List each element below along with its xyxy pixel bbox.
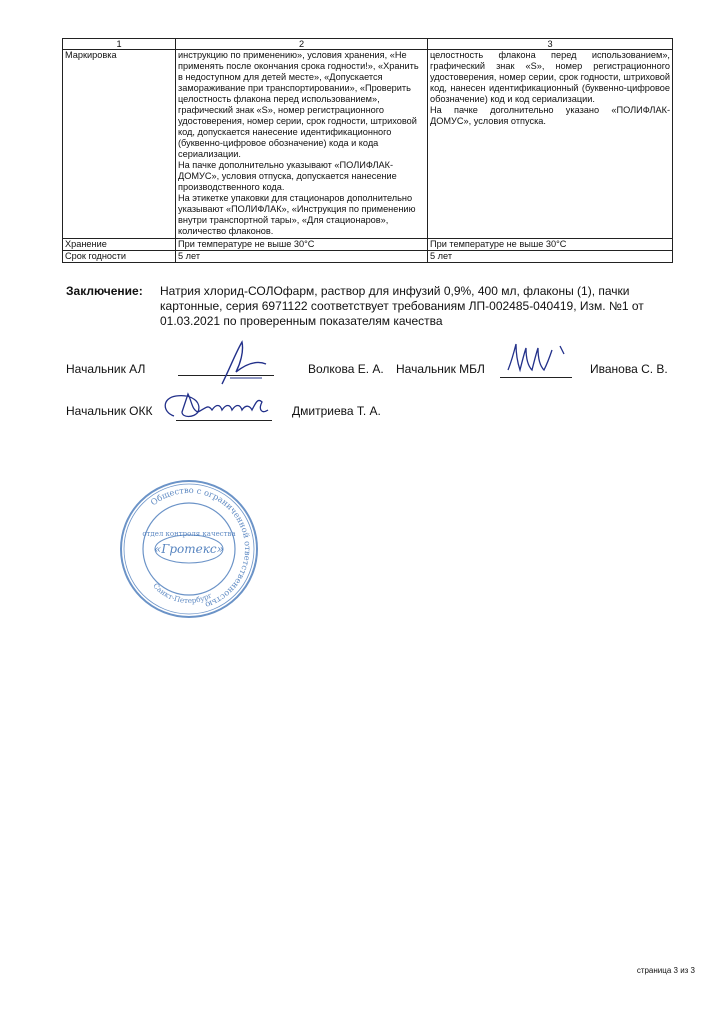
row-name-shelf-life: Срок годности: [63, 251, 176, 263]
table-header-row: [63, 39, 673, 50]
shelf-life-spec-cell: 5 лет: [176, 251, 428, 263]
table-header-cell: 3: [428, 39, 673, 50]
marking-result-text: На пачке доголнительно указано «ПОЛИФЛАК-ДОМУС», условия отпуска.: [430, 105, 670, 126]
signer-title-mbl: Начальник МБЛ: [396, 362, 485, 376]
company-stamp: [118, 478, 260, 620]
table-row: [63, 251, 673, 263]
conclusion-text: Натрия хлорид-СОЛОфарм, раствор для инфузий 0,9%, 400 мл, флаконы (1), пачки картонные, серия 6971122 соответствует требованиям ЛП-002485-040419, Изм. №1 от 01.03.2021 по проверенным показателям качества: [160, 284, 644, 328]
table-header-cell: 1: [63, 39, 176, 50]
shelf-life-result-cell: 5 лет: [428, 251, 673, 263]
marking-spec-text: На пачке дополнительно указывают «ПОЛИФЛАК-ДОМУС», условия отпуска, допускается нанесение производственного кода.: [178, 160, 397, 192]
marking-spec-cell: [176, 50, 428, 239]
table-header-cell: 2: [176, 39, 428, 50]
marking-spec-text: инструкцию по применению», условия хранения, «Не применять после окончания срока годности!», «Хранить в недоступном для детей месте», «Допускается замораживание при транспортировании», «Проверить целостность флакона перед использованием», графический знак «S», номер регистрационного удостоверения, номер серии, срок годности, штриховой код, допускается нанесение идентификационного (буквенно-цифровое обозначение) кода и кода сериализации.: [178, 50, 419, 159]
table-row: [63, 239, 673, 251]
storage-spec-cell: При температуре не выше 30°С: [176, 239, 428, 251]
spec-table: [62, 38, 673, 263]
storage-result-cell: При температуре не выше 30°С: [428, 239, 673, 251]
marking-spec-text: На этикетке упаковки для стационаров дополнительно указывают «ПОЛИФЛАК», «Инструкция по применению внутри транспортной тары», «Для стационаров», количество флаконов.: [178, 193, 416, 236]
marking-result-text: целостность флакона перед использованием», графический знак «S», номер регистрационного удостоверения, номер серии, срок годности, штриховой код, нанесен идентификационный (буквенно-цифровое обозначение) код и код сериализации.: [430, 50, 670, 104]
marking-result-cell: [428, 50, 673, 239]
row-name-storage: Хранение: [63, 239, 176, 251]
table-row: [63, 50, 673, 239]
signature-okk: [158, 388, 290, 424]
row-name-marking: Маркировка: [63, 50, 176, 239]
signature-mbl: [504, 340, 574, 380]
signer-name-mbl: Иванова С. В.: [590, 362, 668, 376]
svg-text:«Гротекс»: «Гротекс»: [154, 542, 224, 556]
svg-text:отдел контроля качества: отдел контроля качества: [142, 530, 236, 538]
signer-title-al: Начальник АЛ: [66, 362, 146, 376]
signer-name-okk: Дмитриева Т. А.: [292, 404, 381, 418]
svg-text:Общество с ограниченной ответс: Общество с ограниченной ответственностью: [148, 484, 254, 611]
conclusion-label: Заключение:: [66, 284, 143, 298]
page-number: страница 3 из 3: [636, 966, 695, 975]
signer-name-al: Волкова Е. А.: [308, 362, 384, 376]
svg-text:Санкт-Петербург: Санкт-Петербург: [151, 581, 214, 606]
signer-title-okk: Начальник ОКК: [66, 404, 153, 418]
signature-al: [200, 338, 280, 386]
